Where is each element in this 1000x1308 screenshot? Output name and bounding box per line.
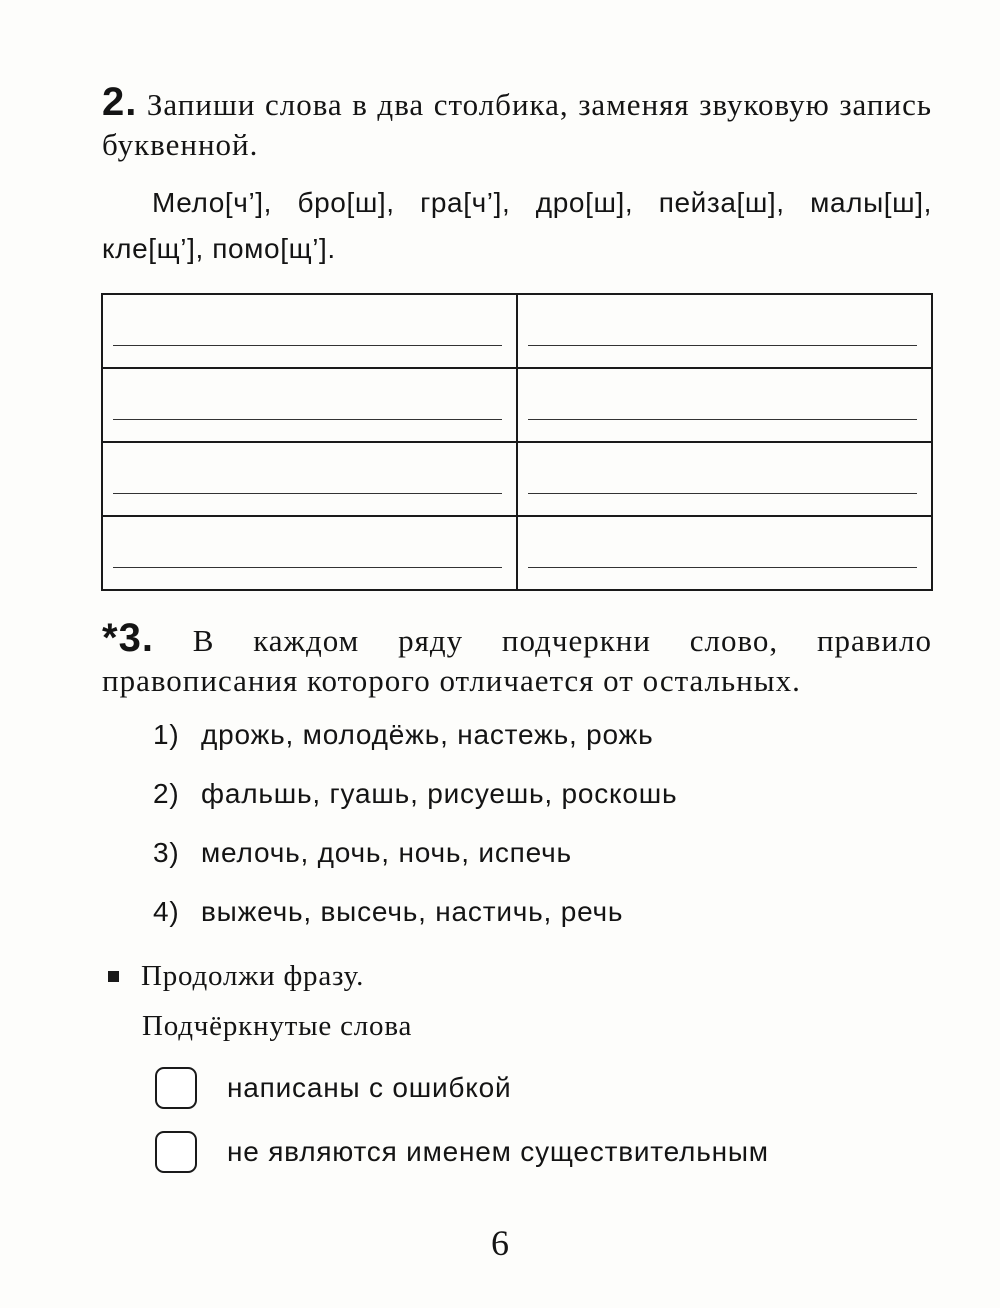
- answer-cell[interactable]: [102, 442, 517, 516]
- answer-cell[interactable]: [517, 368, 932, 442]
- writing-line: [113, 345, 502, 346]
- answer-cell[interactable]: [517, 442, 932, 516]
- continue-lead: Подчёркнутые слова: [142, 1010, 413, 1042]
- row-words[interactable]: мелочь, дочь, ночь, испечь: [201, 837, 572, 868]
- task-2-words: Мело[ч’], бро[ш], гра[ч’], дро[ш], пейза[ш], малы[ш], кле[щ’], помо[щ’].: [102, 187, 932, 264]
- option-label: написаны с ошибкой: [227, 1072, 512, 1103]
- row-number: 3): [153, 837, 180, 868]
- row-number: 1): [153, 719, 180, 750]
- row-number: 2): [153, 778, 180, 809]
- task-3-number: *3.: [102, 616, 154, 660]
- answer-cell[interactable]: [102, 294, 517, 368]
- option-written-with-error[interactable]: [155, 1067, 511, 1109]
- page-number: 6: [491, 1223, 509, 1263]
- list-item: [153, 771, 677, 830]
- writing-line: [528, 567, 917, 568]
- answer-table: [101, 293, 933, 591]
- table-row: [102, 516, 932, 590]
- list-item: [153, 830, 677, 889]
- writing-line: [528, 493, 917, 494]
- table-row: [102, 442, 932, 516]
- prompt-text: Продолжи фразу.: [141, 960, 365, 992]
- writing-line: [113, 493, 502, 494]
- task-2-instruction: [102, 82, 932, 165]
- writing-line: [113, 419, 502, 420]
- answer-cell[interactable]: [102, 368, 517, 442]
- table-row: [102, 294, 932, 368]
- task-3-text: В каждом ряду подчеркни слово, правило правописания которого отличается от остальных.: [102, 623, 932, 698]
- answer-cell[interactable]: [517, 516, 932, 590]
- row-number: 4): [153, 896, 180, 927]
- writing-line: [528, 345, 917, 346]
- option-label: не являются именем существительным: [227, 1136, 769, 1167]
- task-3-rows: [153, 712, 677, 948]
- task-3-instruction: [102, 618, 932, 701]
- list-item: [153, 889, 677, 948]
- row-words[interactable]: фальшь, гуашь, рисуешь, роскошь: [201, 778, 678, 809]
- continue-prompt: [108, 960, 364, 993]
- list-item: [153, 712, 677, 771]
- row-words[interactable]: выжечь, высечь, настичь, речь: [201, 896, 624, 927]
- task-2-text: Запиши слова в два столбика, заменяя звуковую запись буквенной.: [102, 87, 932, 162]
- table-row: [102, 368, 932, 442]
- square-bullet-icon: [108, 971, 119, 982]
- option-not-noun[interactable]: [155, 1131, 769, 1173]
- checkbox[interactable]: [155, 1131, 197, 1173]
- writing-line: [528, 419, 917, 420]
- row-words[interactable]: дрожь, молодёжь, настежь, рожь: [201, 719, 654, 750]
- writing-line: [113, 567, 502, 568]
- answer-cell[interactable]: [517, 294, 932, 368]
- task-2-number: 2.: [102, 80, 138, 124]
- answer-cell[interactable]: [102, 516, 517, 590]
- checkbox[interactable]: [155, 1067, 197, 1109]
